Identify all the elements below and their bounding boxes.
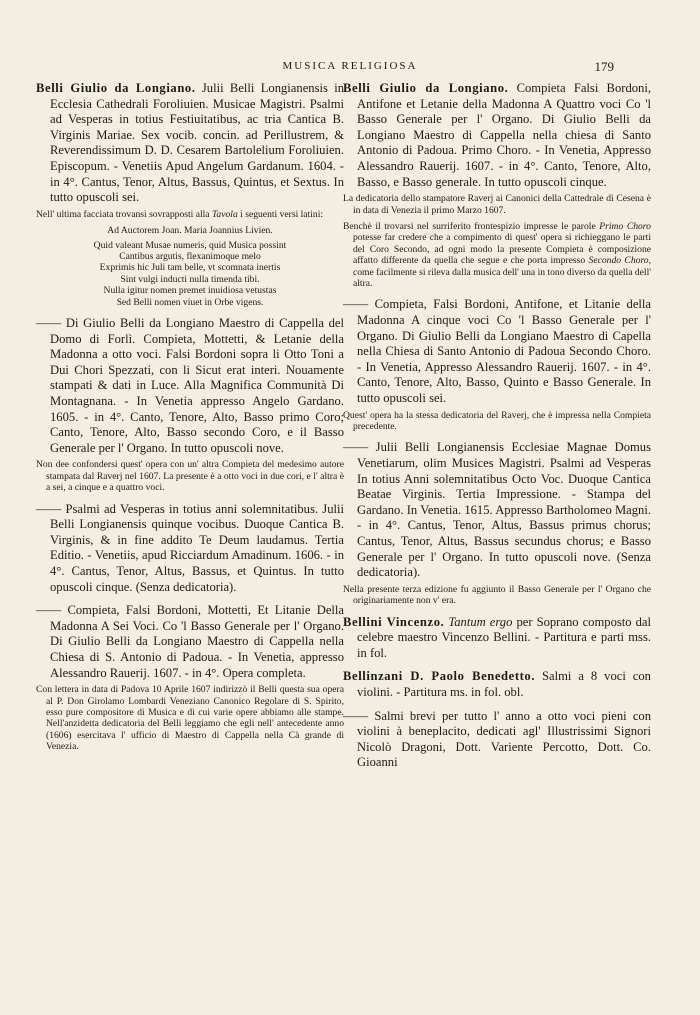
entry-text: Julii Belli Longianensis in Ecclesia Cathedrali Foroliuien. Musicae Magistri. Psalmi ad Vesperas in totius Festiuitatibus, ac tria Cantica B. Virginis Mariae. Sex vocib. concin. ad Perillustrem, & Reverendissimum D. D. Cesarem Bartolelium Foroliuien. Episcopum. - Venetiis Apud Angelum Gardanum. 1604. - in 4°. Cantus, Tenor, Altus, Bassus, Quintus, et Sextus. In tutto opuscoli sei. bbox=[50, 81, 344, 205]
entry-author: Belli Giulio da Longiano. bbox=[343, 81, 509, 95]
note-non-confondersi: Non dee confondersi quest' opera con un' altra Compieta del medesimo autore stampata dal Raverj nel 1607. La presente è a otto voci in due cori, e l' altra è a sei, a cinque e a quattro voci. bbox=[36, 459, 344, 494]
entry-compieta-quattro-voci-1607 bbox=[343, 81, 651, 190]
entry-psalmi-1606: —— Psalmi ad Vesperas in totius anni solemnitatibus. Julii Belli Longianensis quinque vocibus. Duoque Cantica B. Virginis, & in fine addito Te Deum laudamus. Tertia Editio. - Venetiis, apud Ricciardum Amadinum. 1606. - in 4°. Cantus, Tenor, Altus, Bassus, et Quintus. In tutto opuscoli cinque. (Senza dedicatoria). bbox=[36, 501, 344, 594]
note-italic: Tavola bbox=[211, 208, 238, 220]
verse-line: Sed Belli nomen viuet in Orbe vigens. bbox=[116, 296, 264, 308]
verse-line: Cantibus argutis, flexanimoque melo bbox=[119, 250, 261, 262]
entry-bellini-vincenzo bbox=[343, 615, 651, 662]
entry-bellinzani bbox=[343, 669, 651, 700]
note-text: potesse far credere che a compimento di quest' opera si richieggano le parti del Coro Secondo, ad ogni modo la presente Compieta è composizione affatto differente da quella che segue e che porta impresso bbox=[353, 232, 651, 267]
note-stessa-dedicatoria: Quest' opera ha la stessa dedicatoria del Raverj, che è impressa nella Compieta precedente. bbox=[343, 409, 651, 432]
entry-text: Salmi a 8 voci con violini. - Partitura ms. in fol. obl. bbox=[357, 669, 651, 699]
note-italic: Primo Choro bbox=[599, 220, 651, 232]
entry-compieta-cinque-voci-1607: —— Compieta, Falsi Bordoni, Antifone, et Litanie della Madonna A cinque voci Co 'l Basso Generale per l' Organo. Di Giulio Belli da Longiano Maestro di Capella nella Chiesa di Santo Antonio di Padoua Secondo Choro. - In Venetia, Appresso Alessandro Rauerij. 1607. - in 4°. Canto, Tenore, Alto, Basso, Quinto e Basso Generale. In tutto opuscoli sei. bbox=[343, 297, 651, 405]
note-text: come facilmente si rileva dalla musica dell' una in tono diverso da quella dell' altra. bbox=[353, 266, 651, 289]
latin-verses bbox=[36, 225, 344, 308]
left-column bbox=[36, 81, 344, 758]
note-primo-choro bbox=[343, 221, 651, 289]
note-dedicatoria-raverj: La dedicatoria dello stampatore Raverj ai Canonici della Cattedrale di Cesena è in data di Venezia il primo Marzo 1607. bbox=[343, 193, 651, 216]
note-italic: Secondo Choro, bbox=[588, 255, 651, 267]
verse-line: Ad Auctorem Joan. Maria Joannius Livien. bbox=[107, 225, 273, 237]
note-text: i seguenti versi latini: bbox=[240, 208, 324, 220]
note-text: Benchè il trovarsi nel surriferito frontespizio impresse le parole bbox=[343, 220, 596, 232]
entry-title-italic: Tantum ergo bbox=[448, 614, 513, 629]
entry-compieta-sei-voci-1607: —— Compieta, Falsi Bordoni, Mottetti, Et Litanie Della Madonna A Sei Voci. Co 'l Basso Generale per l' Organo. Di Giulio Belli da Longiano Maestro di Cappella nella Chiesa di S. Antonio di Padoua. - In Venetia, appresso Alessandro Rauerij. 1607. - in 4°. Opera completa. bbox=[36, 603, 344, 680]
entry-salmi-brevi: —— Salmi brevi per tutto l' anno a otto voci pieni con violini à beneplacito, dedicati agl' Illustrissimi Signori Nicolò Dragoni, Dott. Variente Percotto, Dott. Co. Gioanni bbox=[343, 708, 651, 770]
entry-author: Bellinzani D. Paolo Benedetto. bbox=[343, 669, 536, 684]
verse-line: Quid valeant Musae numeris, quid Musica possint bbox=[93, 239, 287, 251]
running-head: MUSICA RELIGIOSA bbox=[282, 60, 418, 72]
entry-psalmi-1615: —— Julii Belli Longianensis Ecclesiae Magnae Domus Venetiarum, olim Musices Magistri. Psalmi ad Vesperas In totius Anni solemnitatibus Octo Voc. Duoque Cantica Beatae Virginis. Tertia Impressione. - Stampa del Gardano. In Venetia. 1615. Appresso Bartholomeo Magni. - in 4°. Cantus, Tenor, Altus, Bassus primus chorus; Cantus, Tenor, Altus, Bassus secundus chorus; e Basso Generale per l' Organo. In tutto opuscoli nove. (Senza dedicatoria). bbox=[343, 440, 651, 580]
entry-text: Compieta Falsi Bordoni, Antifone et Letanie della Madonna A Quattro voci Co 'l Basso Generale per l' Organo. Di Giulio Belli da Longiano Maestro di Cappella nella chiesa di Santo Antonio di Padoua. Primo Choro. - In Venetia, Appresso Alessandro Rauerij. 1607. - in 4°. Canto, Tenore, Alto, Basso, e Basso generale. In tutto opuscoli cinque. bbox=[357, 81, 651, 189]
verse-line: Exprimis hic Juli tam belle, vt scomnata inertis bbox=[99, 262, 281, 274]
verse-line: Nulla igitur nomen premet inuidiosa vetustas bbox=[103, 285, 277, 297]
entry-text: per Soprano composto dal celebre maestro Vincenzo Bellini. - Partitura e parti mss. in fol. bbox=[357, 614, 651, 660]
note-terza-edizione: Nella presente terza edizione fu aggiunto il Basso Generale per l' Organo che originariamente non v' era. bbox=[343, 583, 651, 607]
right-column bbox=[343, 81, 651, 773]
page-number: 179 bbox=[594, 59, 614, 74]
entry-author: Bellini Vincenzo. bbox=[343, 614, 445, 629]
entry-belli-psalmi-1604 bbox=[36, 81, 344, 206]
note-text: Nell' ultima facciata trovansi sovrapposti alla bbox=[36, 208, 210, 220]
note-lettera-padova: Con lettera in data di Padova 10 Aprile 1607 indirizzò il Belli questa sua opera al P. Don Girolamo Lombardi Veneziano Canonico Regolare di S. Spirito, esso pure compositore di Musica e di cui varie opere abbiamo alle stampe. Nell'anzidetta dedicatoria del Belli leggiamo che egli nell' antecedente anno (1606) esercitava l' ufficio di Maestro di Cappella nella Cà grande di Venezia. bbox=[36, 684, 344, 753]
verse-line: Sint vulgi inducti nulla timenda tibi. bbox=[120, 273, 260, 285]
note-versi-latini bbox=[36, 209, 344, 220]
entry-author: Belli Giulio da Longiano. bbox=[36, 81, 196, 95]
entry-compieta-1605: —— Di Giulio Belli da Longiano Maestro di Cappella del Domo di Forlì. Compieta, Mottetti, & Letanie della Madonna a otto voci. Falsi Bordoni sopra li Otto Toni a Dui Chori Spezzati, con li Sicut erat interi. Nouamente stampati & dati in Luce. Alla Magnifica Communità Di Montagnana. - In Venetia appresso Angelo Gardano. 1605. - in 4°. Canto, Tenore, Alto, Basso primo Coro; Canto, Tenore, Alto, Basso secondo Coro, e il Basso Generale per l' Organo. In tutto opuscoli nove. bbox=[36, 316, 344, 455]
